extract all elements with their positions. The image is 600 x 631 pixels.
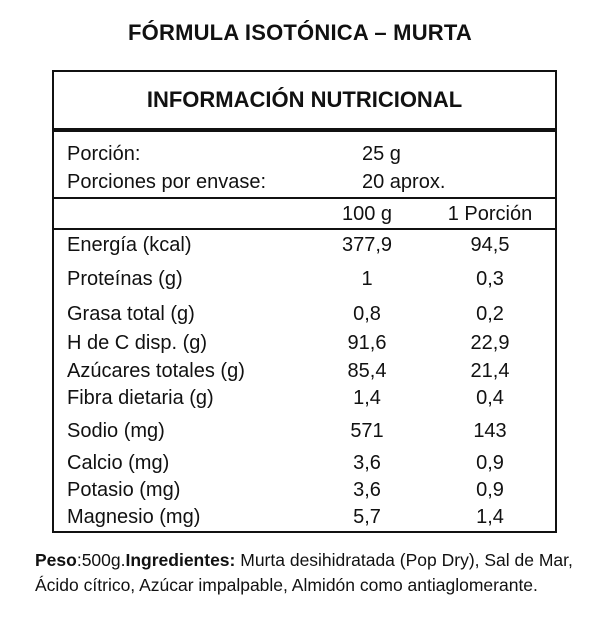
nutrient-per100: 377,9 xyxy=(341,234,393,256)
nutrient-per100: 3,6 xyxy=(353,452,381,474)
nutrient-row xyxy=(54,452,555,480)
product-footer xyxy=(35,548,575,598)
panel-title: INFORMACIÓN NUTRICIONAL xyxy=(54,72,555,132)
nutrient-per100: 91,6 xyxy=(347,332,387,354)
nutrient-perportion: 143 xyxy=(473,420,507,442)
nutrient-label: Calcio (mg) xyxy=(67,452,170,474)
nutrient-row xyxy=(54,387,555,415)
nutrient-label: Energía (kcal) xyxy=(67,234,192,256)
nutrient-per100: 0,8 xyxy=(353,303,381,325)
nutrient-row xyxy=(54,332,555,360)
servings-value: 20 aprox. xyxy=(362,171,446,193)
nutrient-label: Proteínas (g) xyxy=(67,268,183,290)
nutrient-per100: 85,4 xyxy=(347,360,387,382)
nutrient-label: Potasio (mg) xyxy=(67,479,181,501)
ingredients-label: Ingredientes: xyxy=(125,550,236,570)
portion-row xyxy=(54,143,555,171)
column-header xyxy=(54,199,555,230)
nutrient-per100: 1,4 xyxy=(353,387,381,409)
nutrient-perportion: 0,9 xyxy=(476,452,504,474)
nutrient-perportion: 0,3 xyxy=(476,268,504,290)
weight-value: :500g. xyxy=(76,550,126,570)
nutrient-label: Sodio (mg) xyxy=(67,420,165,442)
portion-info xyxy=(54,132,555,199)
nutrient-label: Magnesio (mg) xyxy=(67,506,201,528)
nutrient-row xyxy=(54,303,555,331)
nutrient-row xyxy=(54,268,555,296)
nutrient-perportion: 0,9 xyxy=(476,479,504,501)
nutrient-label: Grasa total (g) xyxy=(67,303,195,325)
nutrient-per100: 5,7 xyxy=(353,506,381,528)
product-title: FÓRMULA ISOTÓNICA – MURTA xyxy=(128,20,472,45)
servings-row xyxy=(54,171,555,199)
nutrient-row xyxy=(54,420,555,448)
nutrient-perportion: 21,4 xyxy=(470,360,510,382)
nutrient-label: Fibra dietaria (g) xyxy=(67,387,214,409)
nutrient-row xyxy=(54,479,555,507)
nutrient-label: Azúcares totales (g) xyxy=(67,360,245,382)
portion-value: 25 g xyxy=(362,143,401,165)
column-per100-header: 100 g xyxy=(341,203,393,225)
column-perportion-header: 1 Porción xyxy=(447,203,533,225)
nutrition-facts-panel xyxy=(52,70,557,533)
nutrient-label: H de C disp. (g) xyxy=(67,332,208,354)
nutrient-row xyxy=(54,360,555,388)
nutrient-perportion: 1,4 xyxy=(476,506,504,528)
nutrient-row xyxy=(54,234,555,262)
nutrient-per100: 1 xyxy=(361,268,373,290)
nutrient-per100: 571 xyxy=(350,420,384,442)
nutrient-perportion: 0,4 xyxy=(476,387,504,409)
portion-label: Porción: xyxy=(67,143,141,165)
ingredients-text: Murta desihidratada (Pop Dry), Sal de Mar, Ácido cítrico, Azúcar impalpable, Almidón como antiaglomerante. xyxy=(35,550,573,595)
weight-label: Peso xyxy=(35,550,77,570)
nutrient-per100: 3,6 xyxy=(353,479,381,501)
servings-label: Porciones por envase: xyxy=(67,171,267,193)
nutrient-row xyxy=(54,506,555,534)
nutrient-perportion: 94,5 xyxy=(470,234,510,256)
nutrient-perportion: 0,2 xyxy=(476,303,504,325)
nutrient-perportion: 22,9 xyxy=(470,332,510,354)
